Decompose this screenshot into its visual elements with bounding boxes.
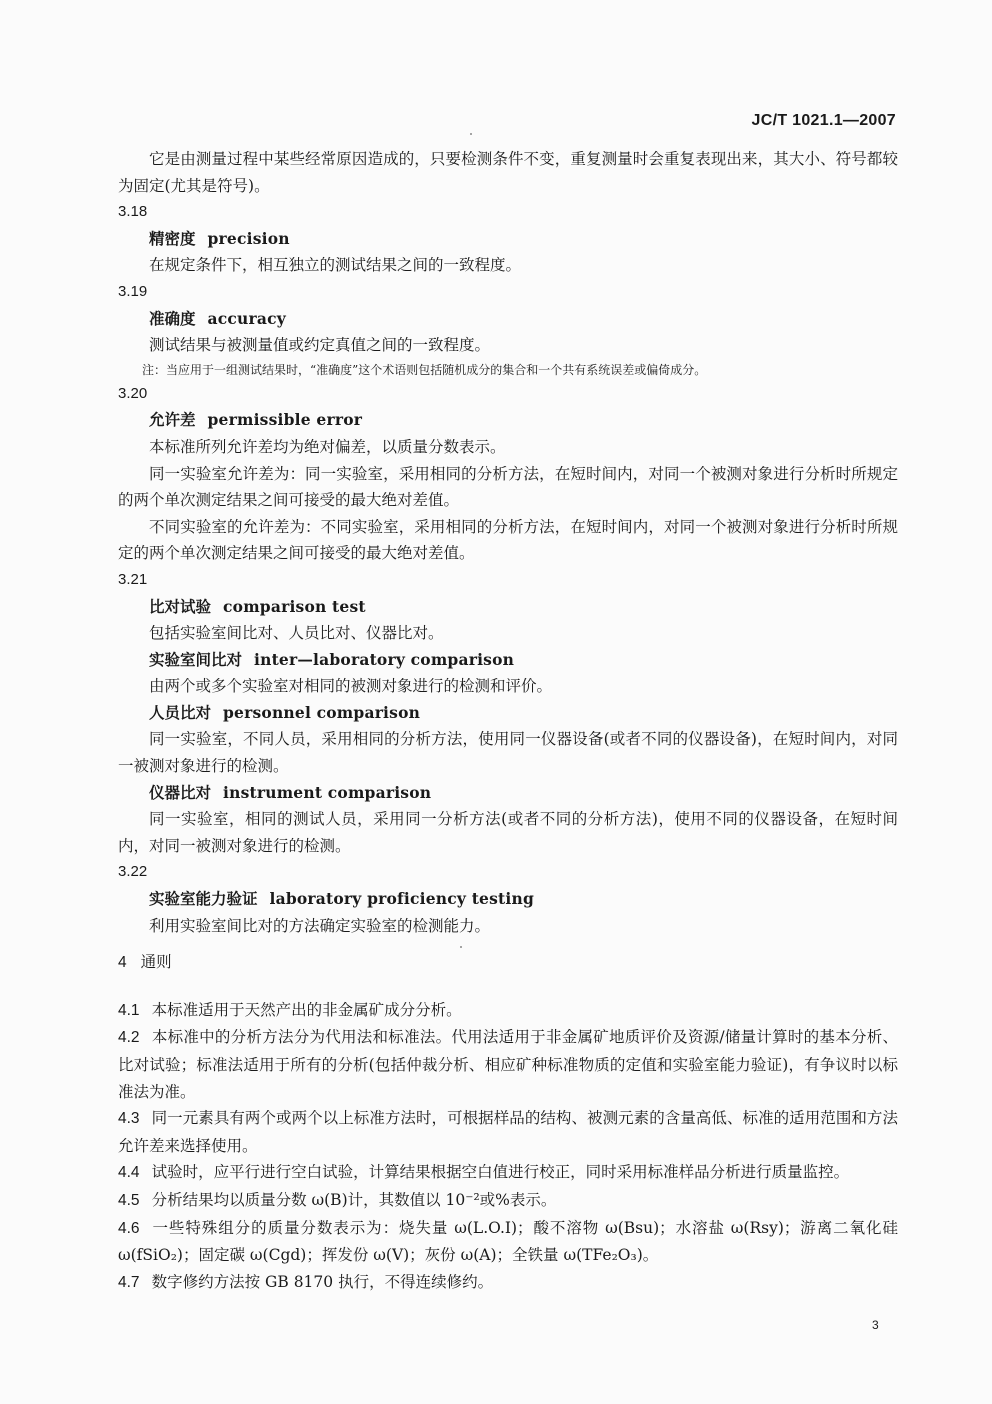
term-permissible-error: 允许差 permissible error	[149, 410, 363, 430]
definition-comparison-test: 包括实验室间比对、人员比对、仪器比对。	[149, 624, 444, 643]
clause-number-3-19: 3.19	[118, 282, 148, 300]
continuation-paragraph: 它是由测量过程中某些经常原因造成的，只要检测条件不变，重复测量时会重复表现出来，其大小、符号都较为固定(尤其是符号)。	[118, 150, 898, 195]
definition-instrument-comparison: 同一实验室，相同的测试人员，采用同一分析方法(或者不同的分析方法)，使用不同的仪器设备，在短时间内，对同一被测对象进行的检测。	[118, 810, 898, 855]
definition-laboratory-proficiency-testing: 利用实验室间比对的方法确定实验室的检测能力。	[149, 916, 491, 935]
definition-accuracy: 测试结果与被测量值或约定真值之间的一致程度。	[149, 336, 491, 355]
page-number: 3	[872, 1318, 879, 1332]
clause-4-3: 4.3 同一元素具有两个或两个以上标准方法时，可根据样品的结构、被测元素的含量高低、标准的适用范围和方法允许差来选择使用。	[118, 1109, 898, 1155]
definition-inter-laboratory-comparison: 由两个或多个实验室对相同的被测对象进行的检测和评价。	[149, 677, 553, 696]
clause-number-3-20: 3.20	[118, 384, 148, 402]
clause-number-3-18: 3.18	[118, 203, 148, 221]
section-heading-general-rules: 4 通则	[118, 953, 172, 972]
term-instrument-comparison: 仪器比对 instrument comparison	[149, 782, 432, 802]
term-accuracy: 准确度 accuracy	[149, 308, 286, 328]
scan-speck	[470, 133, 472, 135]
term-inter-laboratory-comparison: 实验室间比对 inter—laboratory comparison	[149, 649, 515, 669]
paragraph-same-lab-error: 同一实验室允许差为：同一实验室，采用相同的分析方法，在短时间内，对同一个被测对象进行分析时所规定的两个单次测定结果之间可接受的最大绝对差值。	[118, 464, 898, 510]
definition-personnel-comparison: 同一实验室，不同人员，采用相同的分析方法，使用同一仪器设备(或者不同的仪器设备)，在短时间内，对同一被测对象进行的检测。	[118, 730, 898, 776]
clause-4-2: 4.2 本标准中的分析方法分为代用法和标准法。代用法适用于非金属矿地质评价及资源/储量计算时的基本分析、比对试验；标准法适用于所有的分析(包括仲裁分析、相应矿种标准物质的定值和实验室能力验证)，有争议时以标准法为准。	[118, 1028, 898, 1101]
clause-4-6: 4.6 一些特殊组分的质量分数表示为：烧失量 ω(L.O.I)；酸不溶物 ω(Bsu)；水溶盐 ω(Rsy)；游离二氧化硅 ω(fSiO₂)；固定碳 ω(Cgd)；挥发份 ω(V)；灰份 ω(A)；全铁量 ω(TFe₂O₃)。	[118, 1218, 898, 1265]
term-personnel-comparison: 人员比对 personnel comparison	[149, 702, 421, 722]
clause-number-3-21: 3.21	[118, 570, 148, 588]
note-accuracy: 注：当应用于一组测试结果时，“准确度”这个术语则包括随机成分的集合和一个共有系统误差或偏倚成分。	[142, 362, 707, 377]
clause-number-3-22: 3.22	[118, 863, 148, 881]
term-comparison-test: 比对试验 comparison test	[149, 596, 366, 616]
clause-4-7: 4.7 数字修约方法按 GB 8170 执行，不得连续修约。	[118, 1272, 494, 1291]
document-body	[118, 146, 898, 1296]
term-laboratory-proficiency-testing: 实验室能力验证 laboratory proficiency testing	[149, 889, 534, 909]
term-precision: 精密度 precision	[149, 228, 290, 248]
clause-4-1: 4.1 本标准适用于天然产出的非金属矿成分分析。	[118, 1000, 462, 1019]
paragraph-different-lab-error: 不同实验室的允许差为：不同实验室，采用相同的分析方法，在短时间内，对同一个被测对象进行分析时所规定的两个单次测定结果之间可接受的最大绝对差值。	[118, 517, 898, 563]
standard-code-header: JC/T 1021.1—2007	[751, 112, 896, 129]
clause-4-5: 4.5 分析结果均以质量分数 ω(B)计，其数值以 10⁻²或%表示。	[118, 1190, 557, 1209]
clause-4-4: 4.4 试验时，应平行进行空白试验，计算结果根据空白值进行校正，同时采用标准样品分析进行质量监控。	[118, 1163, 850, 1182]
definition-permissible-error: 本标准所列允许差均为绝对偏差，以质量分数表示。	[149, 437, 506, 456]
definition-precision: 在规定条件下，相互独立的测试结果之间的一致程度。	[149, 256, 522, 275]
